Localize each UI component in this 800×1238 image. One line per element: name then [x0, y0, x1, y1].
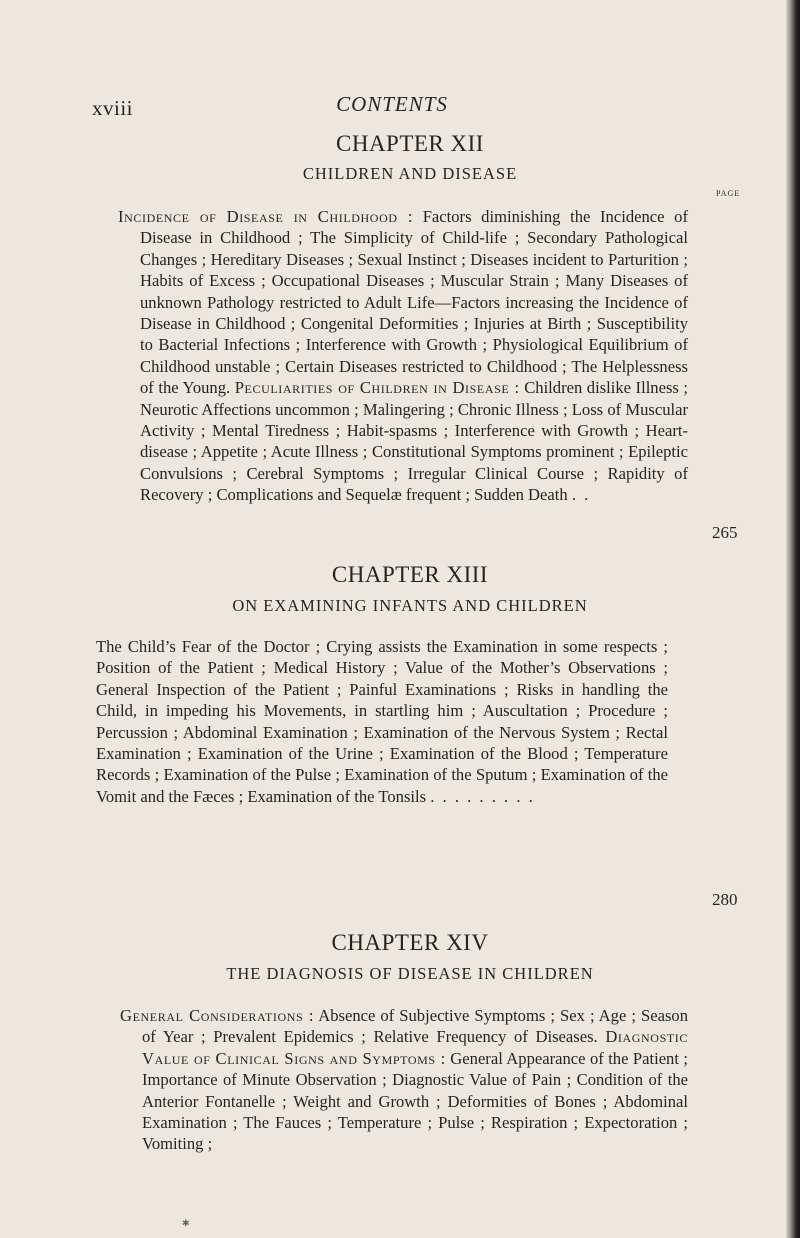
chapter-14-contents [120, 1005, 688, 1155]
chapter-14-text-1: Absence of Subjective Symptoms ; Sex ; Age ; Season of Year ; Prevalent Epidemics ; Relative Frequency of Diseases. [142, 1006, 689, 1047]
chapter-13-title: CHAPTER XIII [331, 562, 489, 587]
chapter-14-text-2: General Appearance of the Patient ; Importance of Minute Observation ; Diagnostic Value of Pain ; Condition of the Anterior Fontanelle ; Weight and Growth ; Deformities of Bones ; Abdominal Examination ; The Fauces ; Temperature ; Pulse ; Respiration ; Expectoration ; Vomiting ; [142, 1048, 688, 1154]
running-head [92, 92, 692, 120]
book-binding-edge [786, 0, 800, 1238]
ink-smudge-mark: ✱ [182, 1218, 190, 1228]
chapter-12-contents [118, 206, 688, 506]
chapter-12-title: CHAPTER XII [336, 131, 484, 156]
page-column-label: PAGE [716, 189, 741, 198]
chapter-13-subtitle: ON EXAMINING INFANTS AND CHILDREN [232, 596, 588, 615]
chapter-12-text-start: Factors diminishing the Incidence of Disease in Childhood ; The Simplicity of Child-life ; Secondary Pathological Changes ; Hereditary Diseases ; Sexual Instinct ; Diseases incident to Parturition ; Habits of Excess ; Occupational Diseases ; Muscular Strain ; Many Diseases of unknown Pathology restricted to Adult Life—Factors increasing the Incidence of Disease in Childhood ; Congenital Deformities ; Injuries at Birth ; Susceptibility to Bacterial Infections ; Interference with Growth ; Physiological Equilibrium of Childhood unstable ; Certain Diseases restricted to Childhood ; The Helplessness of the Young. [140, 207, 688, 398]
running-title: CONTENTS [336, 92, 448, 116]
chapter-14-subtitle: THE DIAGNOSIS OF DISEASE IN CHILDREN [226, 964, 594, 983]
chapter-12-heading-2: Peculiarities of Children in Disease : [234, 378, 520, 398]
chapter-14-heading-1: General Considerations : [120, 1006, 315, 1025]
chapter-13-leader: . . . . . . . . . [430, 786, 535, 806]
chapter-12-page-number: 265 [712, 523, 738, 542]
page-folio: xviii [92, 96, 134, 120]
chapter-12-leader: . . [571, 485, 591, 505]
chapter-12-text-end: Children dislike Illness ; Neurotic Affections uncommon ; Malingering ; Chronic Illness ; Loss of Muscular Activity ; Mental Tiredness ; Habit-spasms ; Interference with Growth ; Heart-disease ; Appetite ; Acute Illness ; Constitutional Symptoms prominent ; Epileptic Convulsions ; Cerebral Symptoms ; Irregular Clinical Course ; Rapidity of Recovery ; Complications and Sequelæ frequent ; Sudden Death [140, 378, 689, 505]
chapter-12-subtitle: CHILDREN AND DISEASE [302, 164, 518, 183]
chapter-14-heading-2: Diagnostic Value of Clinical Signs and Symptoms : [142, 1027, 688, 1068]
chapter-14-title: CHAPTER XIV [331, 930, 489, 955]
chapter-13-page-number: 280 [712, 890, 738, 909]
chapter-12-heading-1: Incidence of Disease in Childhood : [118, 207, 414, 226]
chapter-13-contents [96, 636, 668, 807]
chapter-13-text: The Child’s Fear of the Doctor ; Crying assists the Examination in some respects ; Position of the Patient ; Medical History ; Value of the Mother’s Observations ; General Inspection of the Patient ; Painful Examinations ; Risks in handling the Child, in impeding his Movements, in startling him ; Auscultation ; Procedure ; Percussion ; Abdominal Examination ; Examination of the Nervous System ; Rectal Examination ; Examination of the Urine ; Examination of the Blood ; Temperature Records ; Examination of the Pulse ; Examination of the Sputum ; Examination of the Vomit and the Fæces ; Examination of the Tonsils [96, 637, 668, 806]
